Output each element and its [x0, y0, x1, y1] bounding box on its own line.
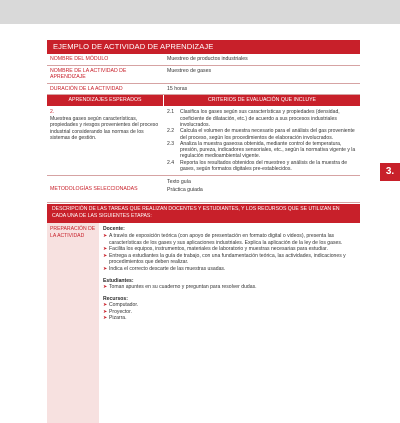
preparation-content	[99, 223, 360, 423]
arrow-bullet-icon: ➤	[103, 265, 108, 272]
description-bar: DESCRIPCIÓN DE LAS TAREAS QUE REALIZAN DOCENTES Y ESTUDIANTES, Y LOS RECURSOS QUE SE UTILIZAN EN CADA UNA DE LAS SIGUIENTES ETAPAS:	[47, 204, 360, 223]
info-value: Muestreo de productos industriales	[167, 56, 248, 62]
activity-sheet	[47, 40, 360, 423]
learning-number: 2.	[50, 109, 55, 116]
info-label: NOMBRE DE LA ACTIVIDAD DE APRENDIZAJE	[50, 67, 127, 81]
arrow-bullet-icon: ➤	[103, 232, 108, 239]
arrow-bullet-icon: ➤	[103, 302, 108, 309]
info-row-activity	[47, 66, 360, 84]
list-item: ➤ Entrega a estudiantes la guía de trabajo, con una fundamentación teórica, las actividades, indicaciones y procedimientos que deben realizar.	[103, 252, 346, 266]
criterion-item	[167, 141, 357, 160]
list-item: ➤ Toman apuntes en su cuaderno y preguntan para resolver dudas.	[103, 284, 257, 291]
criterion-text: Reporta los resultados obtenidos del muestreo y análisis de la muestra de gases, según formatos digitales pre-establecidos.	[180, 159, 348, 173]
sheet-title: EJEMPLO DE ACTIVIDAD DE APRENDIZAJE	[47, 40, 360, 53]
arrow-bullet-icon: ➤	[103, 246, 108, 253]
info-value: Muestreo de gases	[167, 67, 212, 74]
info-label: DURACIÓN DE LA ACTIVIDAD	[50, 85, 123, 92]
criterion-text: Analiza la muestra gaseosa obtenida, mediante control de temperatura, presión, pureza, indicadores sensoriales, etc., según la normativa vigente y la regulación medioambiental vigente.	[180, 140, 356, 160]
methodology-item: Práctica guiada	[167, 186, 203, 193]
preparation-label: PREPARACIÓN DE LA ACTIVIDAD	[47, 223, 99, 423]
criterion-item	[167, 160, 357, 173]
learning-text: Muestrea gases según características, propiedades y riesgos provenientes del proceso industrial considerando las normas de los sistemas de gestión.	[50, 115, 159, 141]
criterion-item	[167, 128, 357, 141]
criteria-list	[164, 106, 360, 175]
criterion-item	[167, 109, 357, 128]
learning-row	[47, 106, 360, 176]
info-row-module	[47, 54, 360, 66]
methodologies-row	[47, 176, 360, 203]
docente-title: Docente:	[103, 226, 125, 233]
methodology-item: Texto guía	[167, 179, 191, 186]
info-value: 15 horas	[167, 85, 188, 92]
expected-learning	[47, 106, 164, 175]
arrow-bullet-icon: ➤	[103, 284, 108, 291]
list-item: ➤ Pizarra.	[103, 315, 127, 322]
arrow-bullet-icon: ➤	[103, 252, 108, 259]
arrow-bullet-icon: ➤	[103, 308, 108, 315]
list-item: ➤ Computador.	[103, 302, 139, 309]
header-criteria: CRITERIOS DE EVALUACIÓN QUE INCLUYE	[164, 95, 360, 106]
preparation-row	[47, 223, 360, 423]
list-item: ➤ Indica el correcto descarte de las muestras usadas.	[103, 265, 226, 272]
methodologies-label: METODOLOGÍAS SELECCIONADAS	[50, 186, 138, 193]
page-header-band	[0, 0, 400, 24]
resources-title: Recursos:	[103, 295, 128, 302]
list-item: ➤ A través de exposición teórica (con apoyo de presentación en formato digital o videos), presenta las características de los gases y sus aplicaciones industriales. Explica la aplicación de la ley de los gases.	[103, 232, 343, 246]
students-title: Estudiantes:	[103, 277, 134, 284]
info-label: NOMBRE DEL MÓDULO	[50, 56, 109, 62]
section-number-tab: 3.	[380, 163, 400, 181]
methodologies-values	[164, 176, 360, 202]
header-learning: APRENDIZAJES ESPERADOS	[47, 95, 163, 106]
arrow-bullet-icon: ➤	[103, 315, 108, 322]
criterion-number: 2.4	[167, 159, 175, 166]
criterion-number: 2.2	[167, 128, 175, 135]
criterion-number: 2.3	[167, 140, 175, 147]
list-item: ➤ Proyector.	[103, 308, 132, 315]
info-row-duration	[47, 84, 360, 96]
table-header	[47, 95, 360, 106]
list-item: ➤ Facilita los equipos, instrumentos, materiales de laboratorio y muestras necesarias para estudiar.	[103, 246, 328, 253]
criterion-text: Clasifica los gases según sus características y propiedades (densidad, coeficiente de dilatación, etc.) de acuerdo a sus procesos industriales involucrados.	[180, 109, 340, 128]
criterion-text: Calcula el volumen de muestra necesario para el análisis del gas proveniente del proceso, según los procedimientos de elaboración involucrados.	[180, 128, 355, 141]
criterion-number: 2.1	[167, 109, 175, 116]
